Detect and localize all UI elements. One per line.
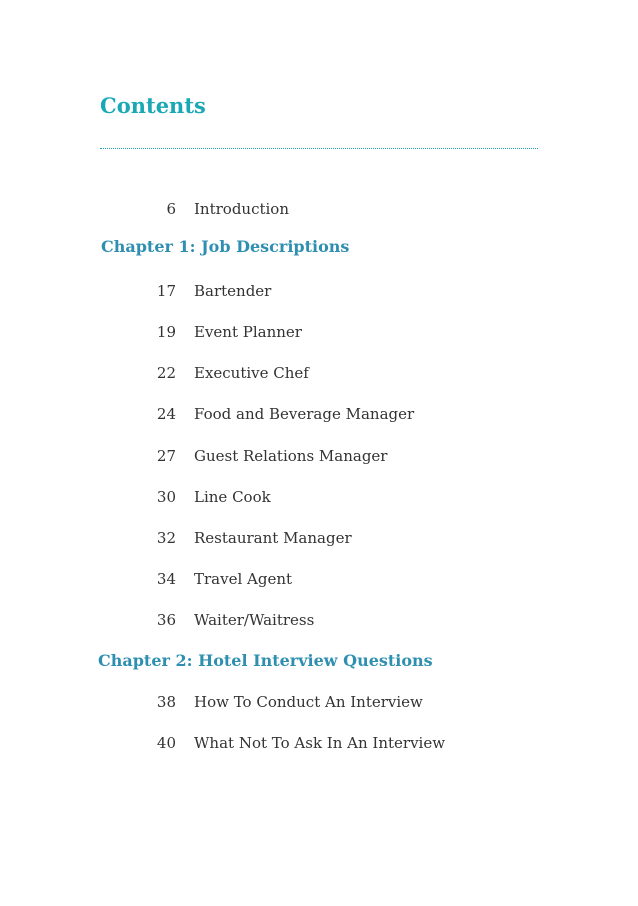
toc-page-number: 24	[156, 405, 176, 423]
toc-page-number: 40	[156, 734, 176, 752]
toc-entry-label: Line Cook	[194, 488, 271, 506]
toc-entry-label: Travel Agent	[194, 570, 293, 588]
toc-entry-label: Event Planner	[194, 323, 302, 341]
toc-entry[interactable]	[0, 488, 638, 510]
toc-entry[interactable]	[0, 529, 638, 551]
toc-page-number: 22	[156, 364, 176, 382]
toc-entry[interactable]	[0, 570, 638, 592]
chapter-2-heading[interactable]: Chapter 2: Hotel Interview Questions	[98, 651, 433, 670]
toc-entry-label: Guest Relations Manager	[194, 447, 388, 465]
toc-entry[interactable]	[0, 447, 638, 469]
toc-page-number: 19	[156, 323, 176, 341]
toc-entry-label: What Not To Ask In An Interview	[194, 734, 446, 752]
toc-page-number: 38	[156, 693, 176, 711]
toc-entry-introduction[interactable]	[0, 200, 638, 222]
page-title: Contents	[100, 93, 206, 118]
toc-page-number: 6	[166, 200, 176, 218]
toc-entry-label: How To Conduct An Interview	[194, 693, 423, 711]
toc-entry-label: Restaurant Manager	[194, 529, 352, 547]
chapter-1-heading[interactable]: Chapter 1: Job Descriptions	[101, 237, 350, 256]
toc-entry[interactable]	[0, 364, 638, 386]
toc-entry-label: Bartender	[194, 282, 272, 300]
toc-page-number: 34	[156, 570, 176, 588]
toc-page-number: 30	[156, 488, 176, 506]
toc-page-number: 36	[156, 611, 176, 629]
dotted-divider	[100, 148, 538, 149]
toc-entry[interactable]	[0, 323, 638, 345]
toc-page-number: 32	[156, 529, 176, 547]
toc-entry-label: Executive Chef	[194, 364, 309, 382]
toc-entry[interactable]	[0, 405, 638, 427]
toc-entry-label: Waiter/Waitress	[194, 611, 315, 629]
toc-entry[interactable]	[0, 282, 638, 304]
toc-entry[interactable]	[0, 734, 638, 756]
toc-entry[interactable]	[0, 693, 638, 715]
toc-entry-label: Introduction	[194, 200, 289, 218]
toc-page-number: 17	[156, 282, 176, 300]
toc-entry-label: Food and Beverage Manager	[194, 405, 415, 423]
toc-entry[interactable]	[0, 611, 638, 633]
toc-page-number: 27	[156, 447, 176, 465]
